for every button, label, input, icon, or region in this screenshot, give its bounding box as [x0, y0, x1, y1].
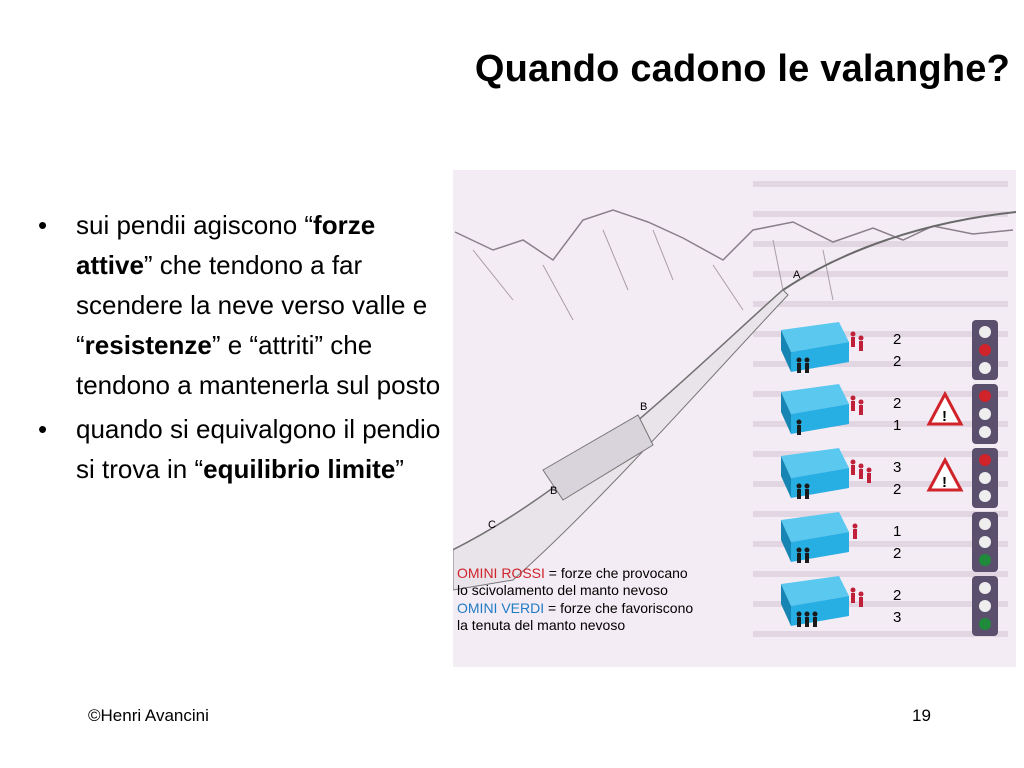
traffic-light-column	[972, 320, 998, 636]
svg-text:!: !	[942, 408, 947, 425]
point-label: C	[488, 519, 496, 531]
red-count: 3	[893, 459, 902, 476]
red-count: 2	[893, 331, 902, 348]
green-count: 2	[893, 545, 902, 562]
bold-term: equilibrio limite	[203, 454, 396, 484]
red-count: 2	[893, 587, 902, 604]
footer-copyright: ©Henri Avancini	[88, 706, 209, 725]
point-label: B	[640, 401, 648, 413]
slide-title: Quando cadono le valanghe?	[474, 48, 1010, 90]
point-label: B	[550, 485, 558, 497]
red-person-figures	[851, 332, 872, 608]
legend-green: OMINI VERDI = forze che favoriscono la tenuta del manto nevoso	[457, 600, 694, 633]
bullet-item: • sui pendii agiscono “forze attive” che tendono a far scendere la neve verso valle e “resistenze” e “attriti” che tendono a mantenerla sul posto	[36, 205, 446, 405]
green-count: 1	[893, 417, 902, 434]
green-count: 3	[893, 609, 902, 626]
mountain-range	[455, 210, 1013, 260]
bold-term: forze attive	[76, 210, 376, 280]
bullet-item: • quando si equivalgono il pendio si trova in “equilibrio limite”	[36, 409, 446, 489]
green-count: 2	[893, 353, 902, 370]
point-label: A	[793, 269, 801, 281]
avalanche-illustration	[453, 170, 1016, 667]
legend-red: OMINI ROSSI = forze che provocano lo scivolamento del manto nevoso	[457, 565, 688, 598]
bold-term: resistenze	[84, 330, 212, 360]
svg-text:!: !	[942, 474, 947, 491]
bullet-list	[36, 205, 446, 493]
red-count: 2	[893, 395, 902, 412]
red-count: 1	[893, 523, 902, 540]
green-count: 2	[893, 481, 902, 498]
page-number: 19	[912, 706, 931, 725]
